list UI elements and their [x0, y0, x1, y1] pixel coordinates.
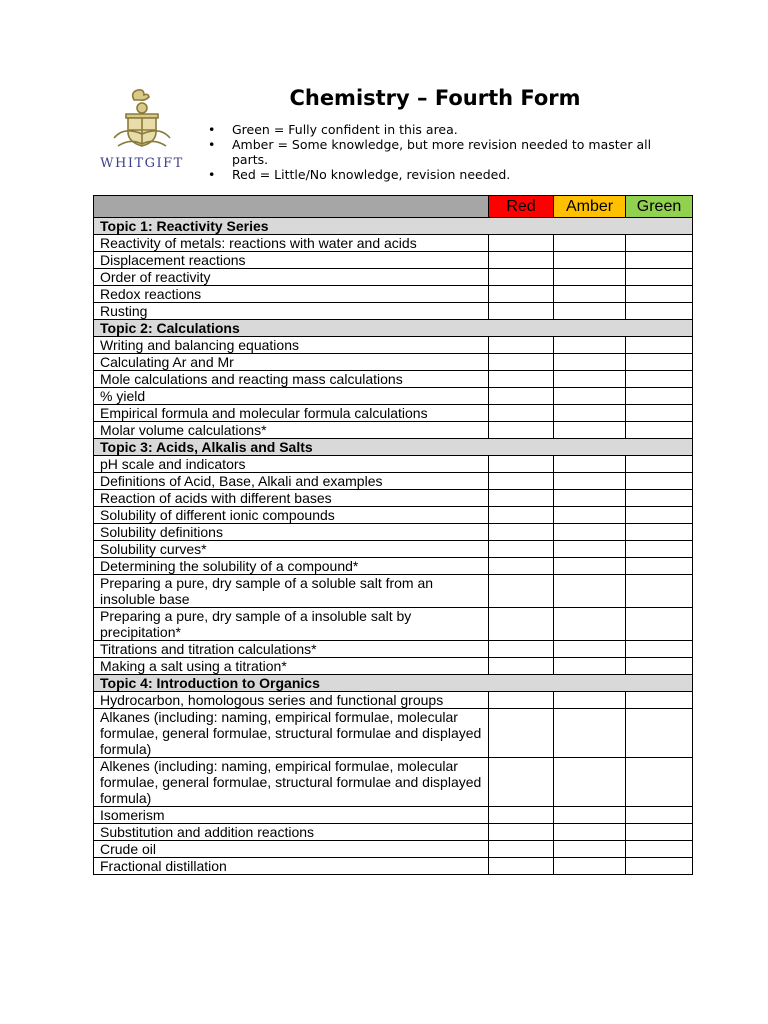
topic-item-label: Preparing a pure, dry sample of a soluble salt from an insoluble base — [94, 575, 489, 608]
legend-item-green: • Green = Fully confident in this area. — [206, 122, 676, 137]
rating-cell-red[interactable] — [489, 252, 554, 269]
rating-cell-green[interactable] — [626, 507, 693, 524]
topic-item-label: % yield — [94, 388, 489, 405]
table-row — [94, 354, 693, 371]
rating-cell-red[interactable] — [489, 641, 554, 658]
crest-icon — [96, 86, 188, 156]
rating-cell-red[interactable] — [489, 524, 554, 541]
rating-cell-amber[interactable] — [554, 641, 626, 658]
table-row — [94, 473, 693, 490]
rating-cell-red[interactable] — [489, 422, 554, 439]
rating-cell-red[interactable] — [489, 575, 554, 608]
rating-cell-amber[interactable] — [554, 371, 626, 388]
topic-item-label: pH scale and indicators — [94, 456, 489, 473]
topic-row — [94, 218, 693, 235]
topic-item-label: Empirical formula and molecular formula calculations — [94, 405, 489, 422]
rating-cell-red[interactable] — [489, 456, 554, 473]
rating-cell-red[interactable] — [489, 608, 554, 641]
table-row — [94, 558, 693, 575]
rating-cell-green[interactable] — [626, 303, 693, 320]
topic-item-label: Molar volume calculations* — [94, 422, 489, 439]
topic-item-label: Alkenes (including: naming, empirical formulae, molecular formulae, general formulae, structural formulae and displayed formula) — [94, 758, 489, 807]
rating-cell-red[interactable] — [489, 858, 554, 875]
rating-cell-amber[interactable] — [554, 758, 626, 807]
topic-title: Topic 2: Calculations — [94, 320, 693, 337]
rating-cell-amber[interactable] — [554, 558, 626, 575]
table-row — [94, 507, 693, 524]
table-row — [94, 541, 693, 558]
topic-item-label: Reactivity of metals: reactions with water and acids — [94, 235, 489, 252]
table-row — [94, 658, 693, 675]
topic-item-label: Displacement reactions — [94, 252, 489, 269]
topic-title: Topic 1: Reactivity Series — [94, 218, 693, 235]
rating-cell-amber[interactable] — [554, 824, 626, 841]
rating-cell-red[interactable] — [489, 709, 554, 758]
table-row — [94, 422, 693, 439]
rating-cell-green[interactable] — [626, 758, 693, 807]
table-row — [94, 641, 693, 658]
rating-cell-amber[interactable] — [554, 490, 626, 507]
rating-cell-amber[interactable] — [554, 807, 626, 824]
header-row — [94, 196, 693, 218]
rating-cell-red[interactable] — [489, 286, 554, 303]
rating-cell-amber[interactable] — [554, 422, 626, 439]
rating-cell-red[interactable] — [489, 337, 554, 354]
rating-cell-amber[interactable] — [554, 575, 626, 608]
topic-item-label: Hydrocarbon, homologous series and functional groups — [94, 692, 489, 709]
legend-list — [206, 122, 676, 182]
rating-cell-amber[interactable] — [554, 252, 626, 269]
rating-cell-red[interactable] — [489, 388, 554, 405]
rating-cell-green[interactable] — [626, 692, 693, 709]
rating-cell-green[interactable] — [626, 354, 693, 371]
table-row — [94, 456, 693, 473]
topic-item-label: Reaction of acids with different bases — [94, 490, 489, 507]
rating-cell-red[interactable] — [489, 354, 554, 371]
table-row — [94, 286, 693, 303]
topic-title: Topic 3: Acids, Alkalis and Salts — [94, 439, 693, 456]
rating-cell-green[interactable] — [626, 252, 693, 269]
rating-cell-amber[interactable] — [554, 388, 626, 405]
rating-cell-amber[interactable] — [554, 286, 626, 303]
topic-item-label: Alkanes (including: naming, empirical formulae, molecular formulae, general formulae, structural formulae and displayed formula) — [94, 709, 489, 758]
table-row — [94, 575, 693, 608]
rating-cell-red[interactable] — [489, 405, 554, 422]
rating-cell-red[interactable] — [489, 235, 554, 252]
table-row — [94, 337, 693, 354]
topic-item-label: Order of reactivity — [94, 269, 489, 286]
legend-item-amber: • Amber = Some knowledge, but more revision needed to master all parts. — [206, 137, 676, 167]
rating-cell-green[interactable] — [626, 541, 693, 558]
topic-item-label: Fractional distillation — [94, 858, 489, 875]
topic-item-label: Titrations and titration calculations* — [94, 641, 489, 658]
rating-cell-amber[interactable] — [554, 269, 626, 286]
rating-cell-red[interactable] — [489, 758, 554, 807]
table-row — [94, 388, 693, 405]
rating-cell-amber[interactable] — [554, 303, 626, 320]
rating-cell-green[interactable] — [626, 841, 693, 858]
header-red: Red — [489, 196, 554, 218]
rating-cell-amber[interactable] — [554, 692, 626, 709]
rating-cell-red[interactable] — [489, 490, 554, 507]
rating-cell-green[interactable] — [626, 422, 693, 439]
rating-cell-amber[interactable] — [554, 473, 626, 490]
rating-cell-green[interactable] — [626, 456, 693, 473]
table-row — [94, 269, 693, 286]
rating-cell-green[interactable] — [626, 269, 693, 286]
rating-cell-green[interactable] — [626, 473, 693, 490]
rating-cell-green[interactable] — [626, 807, 693, 824]
rating-cell-amber[interactable] — [554, 235, 626, 252]
rating-cell-green[interactable] — [626, 490, 693, 507]
rating-cell-green[interactable] — [626, 286, 693, 303]
topic-item-label: Crude oil — [94, 841, 489, 858]
rating-cell-green[interactable] — [626, 608, 693, 641]
rating-cell-green[interactable] — [626, 371, 693, 388]
rating-cell-red[interactable] — [489, 371, 554, 388]
table-body — [94, 218, 693, 875]
rating-cell-green[interactable] — [626, 709, 693, 758]
rating-cell-red[interactable] — [489, 507, 554, 524]
topic-row — [94, 439, 693, 456]
table-row — [94, 303, 693, 320]
topic-item-label: Definitions of Acid, Base, Alkali and examples — [94, 473, 489, 490]
rating-cell-green[interactable] — [626, 524, 693, 541]
table-row — [94, 758, 693, 807]
logo-text: WHITGIFT — [100, 156, 184, 171]
table-row — [94, 692, 693, 709]
rating-cell-green[interactable] — [626, 388, 693, 405]
rating-cell-red[interactable] — [489, 541, 554, 558]
rating-cell-amber[interactable] — [554, 524, 626, 541]
rating-cell-green[interactable] — [626, 405, 693, 422]
table-row — [94, 807, 693, 824]
rating-cell-green[interactable] — [626, 235, 693, 252]
rating-cell-amber[interactable] — [554, 507, 626, 524]
topic-title: Topic 4: Introduction to Organics — [94, 675, 693, 692]
rating-cell-red[interactable] — [489, 824, 554, 841]
rating-cell-green[interactable] — [626, 658, 693, 675]
page-title: Chemistry – Fourth Form — [289, 86, 581, 110]
rating-cell-red[interactable] — [489, 807, 554, 824]
rating-cell-red[interactable] — [489, 692, 554, 709]
topic-item-label: Preparing a pure, dry sample of a insoluble salt by precipitation* — [94, 608, 489, 641]
rating-cell-amber[interactable] — [554, 658, 626, 675]
table-row — [94, 709, 693, 758]
rating-cell-amber[interactable] — [554, 456, 626, 473]
table-row — [94, 858, 693, 875]
header-blank-cell — [94, 196, 489, 218]
topic-item-label: Solubility curves* — [94, 541, 489, 558]
rating-cell-amber[interactable] — [554, 608, 626, 641]
rating-cell-green[interactable] — [626, 575, 693, 608]
rating-cell-red[interactable] — [489, 303, 554, 320]
rating-cell-amber[interactable] — [554, 709, 626, 758]
topic-item-label: Solubility of different ionic compounds — [94, 507, 489, 524]
topic-row — [94, 320, 693, 337]
rating-cell-amber[interactable] — [554, 841, 626, 858]
rating-cell-red[interactable] — [489, 841, 554, 858]
table-row — [94, 824, 693, 841]
table-row — [94, 405, 693, 422]
rating-cell-red[interactable] — [489, 269, 554, 286]
table-row — [94, 841, 693, 858]
table-row — [94, 235, 693, 252]
topic-item-label: Determining the solubility of a compound* — [94, 558, 489, 575]
table-row — [94, 371, 693, 388]
header-amber: Amber — [554, 196, 626, 218]
rating-cell-amber[interactable] — [554, 405, 626, 422]
rating-cell-amber[interactable] — [554, 354, 626, 371]
table-row — [94, 524, 693, 541]
header-green: Green — [626, 196, 693, 218]
rag-table — [93, 195, 693, 875]
school-logo — [96, 86, 188, 178]
topic-item-label: Redox reactions — [94, 286, 489, 303]
rating-cell-green[interactable] — [626, 558, 693, 575]
topic-item-label: Substitution and addition reactions — [94, 824, 489, 841]
rating-cell-green[interactable] — [626, 337, 693, 354]
rating-cell-amber[interactable] — [554, 337, 626, 354]
topic-item-label: Making a salt using a titration* — [94, 658, 489, 675]
rating-cell-amber[interactable] — [554, 541, 626, 558]
topic-item-label: Solubility definitions — [94, 524, 489, 541]
table-row — [94, 608, 693, 641]
legend-item-red: • Red = Little/No knowledge, revision needed. — [206, 167, 676, 182]
table-row — [94, 490, 693, 507]
topic-item-label: Calculating Ar and Mr — [94, 354, 489, 371]
table-row — [94, 252, 693, 269]
rating-cell-red[interactable] — [489, 473, 554, 490]
topic-item-label: Rusting — [94, 303, 489, 320]
topic-row — [94, 675, 693, 692]
topic-item-label: Mole calculations and reacting mass calculations — [94, 371, 489, 388]
rating-cell-amber[interactable] — [554, 858, 626, 875]
rating-cell-red[interactable] — [489, 558, 554, 575]
topic-item-label: Writing and balancing equations — [94, 337, 489, 354]
rating-cell-green[interactable] — [626, 858, 693, 875]
topic-item-label: Isomerism — [94, 807, 489, 824]
rating-cell-green[interactable] — [626, 824, 693, 841]
rating-cell-red[interactable] — [489, 658, 554, 675]
rating-cell-green[interactable] — [626, 641, 693, 658]
